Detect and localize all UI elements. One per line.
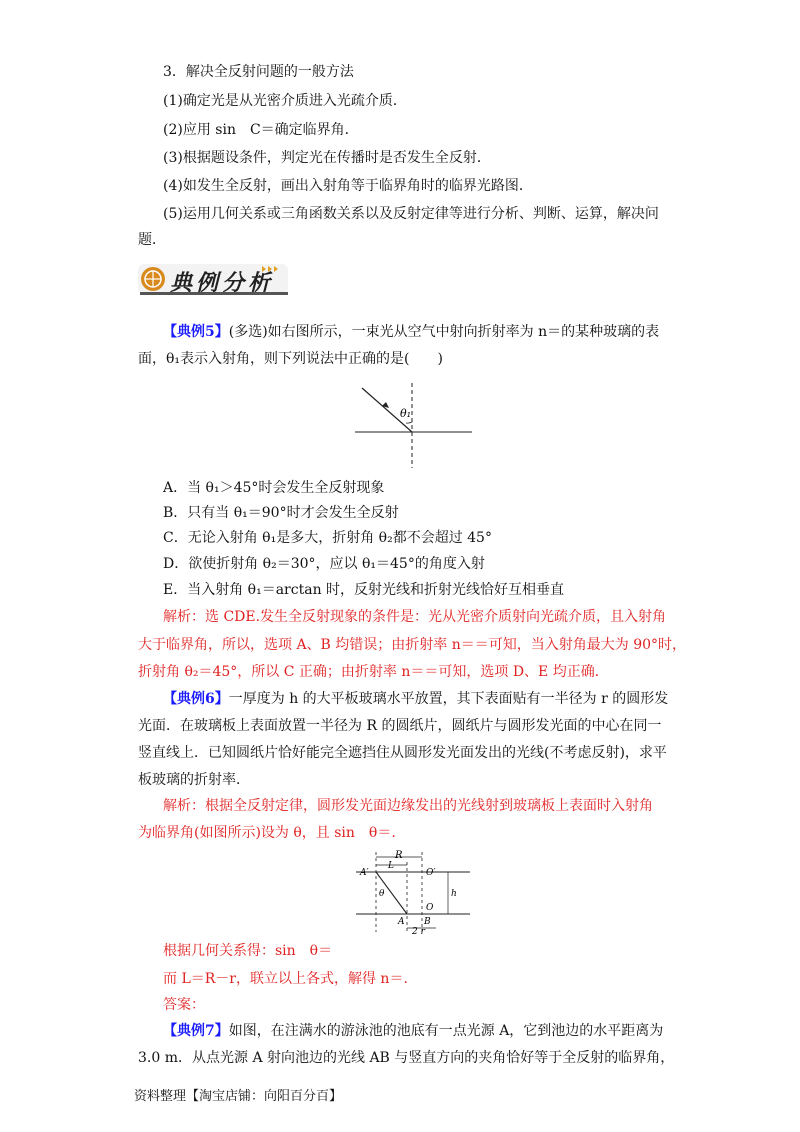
ex6-fig-2r: 2 r	[412, 927, 425, 936]
ex5-figure	[350, 375, 475, 470]
ex7-question-text-1: 如图，在注满水的游泳池的池底有一点光源 A，它到池边的水平距离为	[228, 1023, 664, 1039]
ex5-option-a: A．当 θ₁＞45°时会发生全反射现象	[163, 480, 385, 496]
ex6-fig-B: B	[424, 917, 431, 927]
ex6-fig-R: R	[395, 850, 403, 861]
method-step-1: (1)确定光是从光密介质进入光疏介质．	[163, 93, 407, 109]
ex6-tag: 【典例6】	[163, 691, 229, 707]
ex6-fig-L: L	[388, 861, 394, 871]
ex6-question-line-3: 竖直线上．已知圆纸片恰好能完全遮挡住从圆形发光面发出的光线(不考虑反射)，求平	[138, 745, 667, 761]
ex6-answer-line-2: 为临界角(如图所示)设为 θ，且 sin θ＝.	[138, 825, 396, 841]
ex5-option-c: C．无论入射角 θ₁是多大，折射角 θ₂都不会超过 45°	[163, 530, 492, 546]
ex5-tag: 【典例5】	[163, 324, 229, 340]
ex5-option-d: D．欲使折射角 θ₂＝30°，应以 θ₁＝45°的角度入射	[163, 556, 485, 572]
ex6-fig-theta: θ	[379, 889, 385, 899]
ex6-fig-h: h	[451, 889, 457, 899]
ex5-question-line-1	[163, 322, 659, 342]
ex6-question-line-4: 板玻璃的折射率．	[138, 772, 250, 788]
ex5-figure-label: θ₁	[400, 407, 412, 420]
ex6-question-line-1	[163, 689, 668, 709]
ex5-answer-line-2: 大于临界角，所以，选项 A、B 均错误；由折射率 n＝＝可知，当入射角最大为 90°时，	[138, 637, 687, 653]
method-step-5-cont: 题．	[138, 232, 166, 248]
ex7-tag: 【典例7】	[163, 1023, 229, 1039]
ex5-option-b: B．只有当 θ₁＝90°时才会发生全反射	[163, 505, 399, 521]
ex6-fig-A-prime: A′	[360, 868, 369, 878]
ex6-answer-line-3: 根据几何关系得：sin θ＝	[163, 943, 333, 959]
method-heading: 3．解决全反射问题的一般方法	[163, 64, 354, 80]
ex6-figure	[352, 848, 472, 936]
ex6-fig-A: A	[398, 917, 405, 927]
ex5-answer-line-1: 解析：选 CDE.发生全反射现象的条件是：光从光密介质射向光疏介质，且入射角	[163, 609, 667, 625]
ex6-fig-O: O	[426, 903, 434, 913]
ex6-question-line-2: 光面．在玻璃板上表面放置一半径为 R 的圆纸片，圆纸片与圆形发光面的中心在同一	[138, 718, 662, 734]
method-step-2: (2)应用 sin C＝确定临界角．	[163, 122, 359, 138]
ex6-answer-line-1: 解析：根据全反射定律，圆形发光面边缘发出的光线射到玻璃板上表面时入射角	[163, 798, 653, 814]
ex6-fig-O-prime: O′	[426, 868, 436, 878]
ex5-question-text-1: (多选)如右图所示，一束光从空气中射向折射率为 n＝的某种玻璃的表	[228, 324, 660, 340]
ex6-answer-line-4: 而 L＝R－r，联立以上各式，解得 n＝.	[163, 971, 408, 987]
ex5-answer-line-3: 折射角 θ₂＝45°，所以 C 正确；由折射率 n＝＝可知，选项 D、E 均正确．	[138, 664, 609, 680]
method-step-3: (3)根据题设条件，判定光在传播时是否发生全反射．	[163, 150, 491, 166]
ex5-question-line-2: 面，θ₁表示入射角，则下列说法中正确的是( )	[138, 351, 443, 367]
ex6-question-text-1: 一厚度为 h 的大平板玻璃水平放置，其下表面贴有一半径为 r 的圆形发	[228, 691, 669, 707]
banner-title: 典例分析	[170, 271, 275, 296]
section-banner	[138, 262, 288, 296]
ex6-answer-label: 答案：	[163, 997, 205, 1013]
ex7-question-line-2: 3.0 m．从点光源 A 射向池边的光线 AB 与竖直方向的夹角恰好等于全反射的临界角，	[138, 1050, 675, 1066]
page-footer: 资料整理【淘宝店铺：向阳百分百】	[134, 1089, 343, 1104]
ex5-option-e: E．当入射角 θ₁＝arctan 时，反射光线和折射光线恰好互相垂直	[163, 582, 565, 598]
method-step-5: (5)运用几何关系或三角函数关系以及反射定律等进行分析、判断、运算，解决问	[163, 206, 659, 222]
ex7-question-line-1	[163, 1021, 663, 1041]
method-step-4: (4)如发生全反射，画出入射角等于临界角时的临界光路图．	[163, 178, 533, 194]
